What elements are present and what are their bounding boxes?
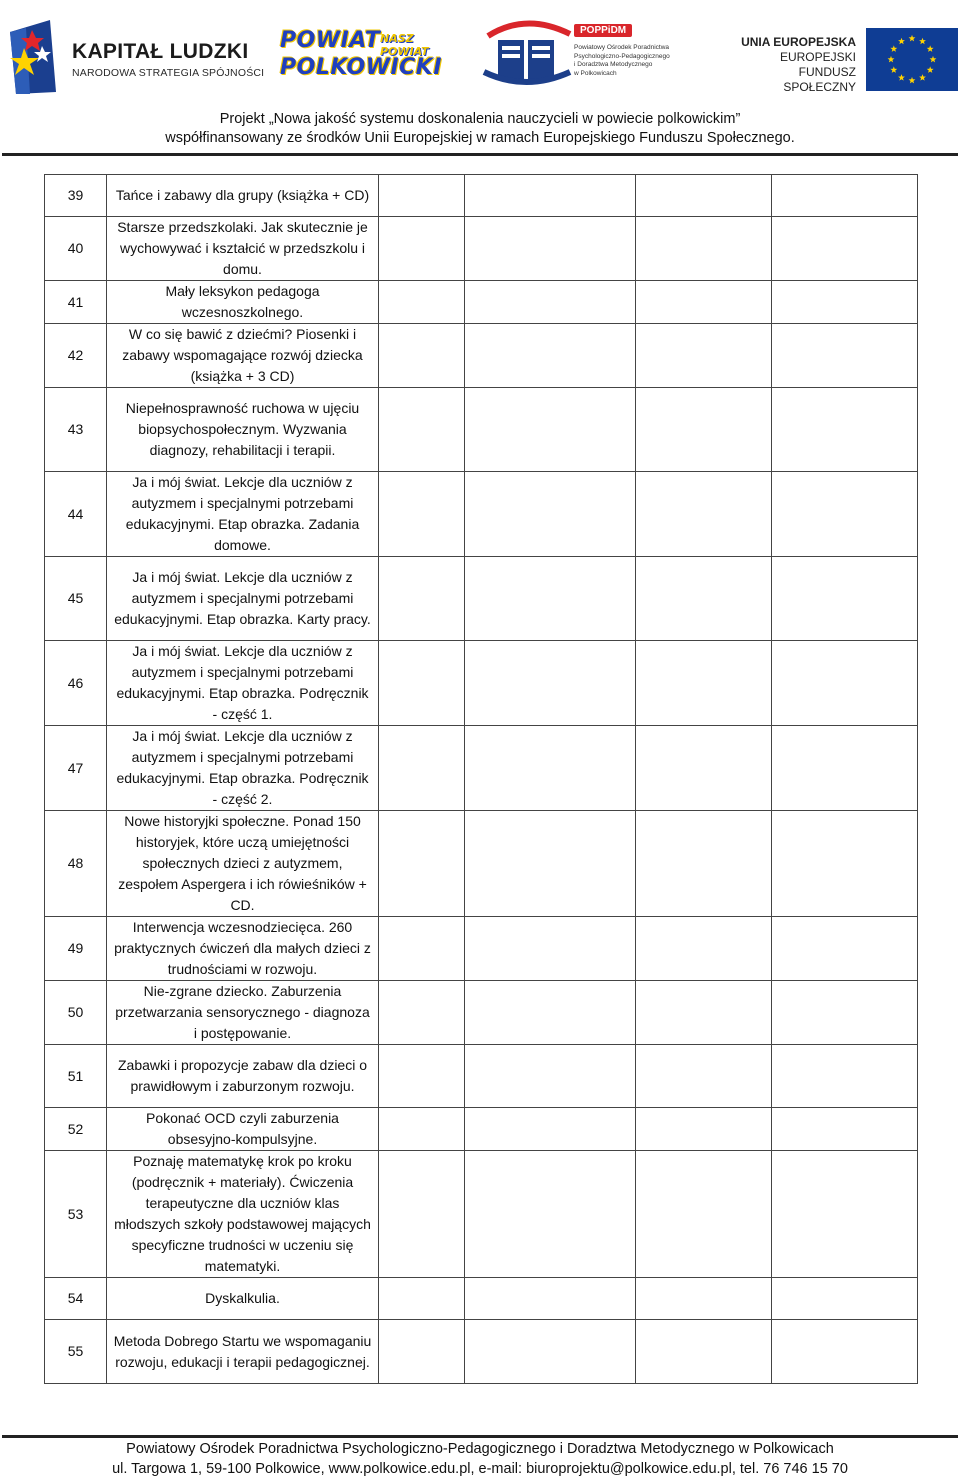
nasz-word: NASZ bbox=[380, 32, 414, 45]
row-number: 52 bbox=[45, 1108, 107, 1151]
empty-cell bbox=[465, 217, 636, 281]
row-title-cell bbox=[107, 1151, 379, 1278]
row-number: 53 bbox=[45, 1151, 107, 1278]
powiat-word: POWIAT bbox=[280, 28, 381, 53]
eu-star-icon bbox=[898, 74, 905, 81]
row-title: Nowe historyjki społeczne. Ponad 150 historyjek, które uczą umiejętności społecznych dzieci z autyzmem, zespołem Aspergera i ich rówieśników + CD. bbox=[118, 813, 367, 913]
row-title: Metoda Dobrego Startu we wspomaganiu rozwoju, edukacji i terapii pedagogicznej. bbox=[113, 1332, 372, 1370]
poppp-line: i Doradztwa Metodycznego bbox=[574, 61, 653, 69]
table-row bbox=[45, 1320, 918, 1384]
eu-star-icon bbox=[930, 56, 937, 63]
empty-cell bbox=[379, 726, 465, 811]
empty-cell bbox=[465, 1278, 636, 1320]
row-number: 47 bbox=[45, 726, 107, 811]
project-line: Projekt „Nowa jakość systemu doskonalenia nauczycieli w powiecie polkowickim” bbox=[219, 111, 741, 127]
empty-cell bbox=[465, 557, 636, 641]
empty-cell bbox=[772, 175, 918, 217]
empty-cell bbox=[465, 641, 636, 726]
empty-cell bbox=[379, 811, 465, 917]
row-number: 46 bbox=[45, 641, 107, 726]
empty-cell bbox=[636, 726, 772, 811]
empty-cell bbox=[772, 324, 918, 388]
table-row bbox=[45, 811, 918, 917]
row-title-cell bbox=[107, 324, 379, 388]
empty-cell bbox=[772, 472, 918, 557]
footer-divider bbox=[2, 1435, 958, 1438]
empty-cell bbox=[636, 1045, 772, 1108]
table-row bbox=[45, 217, 918, 281]
row-title-cell bbox=[107, 641, 379, 726]
empty-cell bbox=[379, 175, 465, 217]
header-logos bbox=[0, 0, 960, 100]
row-title-cell bbox=[107, 1320, 379, 1384]
row-number: 44 bbox=[45, 472, 107, 557]
empty-cell bbox=[465, 281, 636, 324]
table-row bbox=[45, 388, 918, 472]
row-number: 49 bbox=[45, 917, 107, 981]
row-title-cell bbox=[107, 388, 379, 472]
polkowicki-word: POLKOWICKI bbox=[280, 55, 443, 80]
table-row bbox=[45, 557, 918, 641]
kapital-ludzki-emblem-icon bbox=[6, 18, 62, 96]
books-table-body bbox=[45, 175, 918, 1384]
empty-cell bbox=[772, 557, 918, 641]
row-title-cell bbox=[107, 175, 379, 217]
empty-cell bbox=[379, 388, 465, 472]
empty-cell bbox=[772, 1278, 918, 1320]
eu-star-icon bbox=[890, 45, 897, 52]
row-title: Niepełnosprawność ruchowa w ujęciu biopsychospołecznym. Wyzwania diagnozy, rehabilitacji i terapii. bbox=[125, 400, 360, 458]
empty-cell bbox=[465, 1151, 636, 1278]
table-row bbox=[45, 1151, 918, 1278]
project-line: współfinansowany ze środków Unii Europejskiej w ramach Europejskiego Funduszu Społecznego. bbox=[165, 130, 795, 146]
empty-cell bbox=[636, 981, 772, 1045]
empty-cell bbox=[636, 557, 772, 641]
empty-cell bbox=[465, 1320, 636, 1384]
row-number: 51 bbox=[45, 1045, 107, 1108]
empty-cell bbox=[465, 981, 636, 1045]
empty-cell bbox=[772, 217, 918, 281]
empty-cell bbox=[772, 1108, 918, 1151]
kapital-ludzki-logo bbox=[6, 18, 266, 98]
empty-cell bbox=[379, 1108, 465, 1151]
project-caption bbox=[0, 110, 960, 148]
poppp-logo bbox=[478, 4, 678, 96]
poppp-name-badge: POPPiDM bbox=[574, 24, 632, 37]
empty-cell bbox=[636, 1108, 772, 1151]
eu-line: FUNDUSZ SPOŁECZNY bbox=[783, 65, 856, 94]
row-title-cell bbox=[107, 557, 379, 641]
row-title-cell bbox=[107, 472, 379, 557]
empty-cell bbox=[465, 324, 636, 388]
eu-text bbox=[726, 35, 856, 95]
empty-cell bbox=[379, 281, 465, 324]
empty-cell bbox=[636, 811, 772, 917]
books-table bbox=[44, 174, 918, 1384]
row-number: 50 bbox=[45, 981, 107, 1045]
empty-cell bbox=[636, 175, 772, 217]
eu-line: UNIA EUROPEJSKA bbox=[741, 35, 856, 49]
empty-cell bbox=[772, 1151, 918, 1278]
empty-cell bbox=[379, 1045, 465, 1108]
empty-cell bbox=[636, 388, 772, 472]
eu-stars-icon bbox=[866, 28, 958, 91]
empty-cell bbox=[379, 917, 465, 981]
empty-cell bbox=[379, 1320, 465, 1384]
empty-cell bbox=[379, 1151, 465, 1278]
row-title-cell bbox=[107, 1108, 379, 1151]
row-number: 55 bbox=[45, 1320, 107, 1384]
row-title: Zabawki i propozycje zabaw dla dzieci o prawidłowym i zaburzonym rozwoju. bbox=[117, 1057, 367, 1094]
poppp-line: Psychologiczno-Pedagogicznego bbox=[574, 52, 670, 60]
empty-cell bbox=[379, 472, 465, 557]
row-title: Ja i mój świat. Lekcje dla uczniów z autyzmem i specjalnymi potrzebami edukacyjnymi. Etap obrazka. Karty pracy. bbox=[114, 569, 371, 627]
row-title-cell bbox=[107, 811, 379, 917]
empty-cell bbox=[465, 917, 636, 981]
eu-logo bbox=[726, 26, 960, 96]
empty-cell bbox=[636, 641, 772, 726]
eu-star-icon bbox=[927, 45, 934, 52]
row-title: Mały leksykon pedagoga wczesnoszkolnego. bbox=[165, 283, 320, 320]
empty-cell bbox=[636, 324, 772, 388]
empty-cell bbox=[465, 1045, 636, 1108]
eu-star-icon bbox=[919, 38, 926, 45]
empty-cell bbox=[636, 472, 772, 557]
table-row bbox=[45, 1045, 918, 1108]
row-title: Interwencja wczesnodziecięca. 260 praktycznych ćwiczeń dla małych dzieci z trudnościami w rozwoju. bbox=[114, 919, 371, 977]
empty-cell bbox=[465, 472, 636, 557]
empty-cell bbox=[772, 917, 918, 981]
table-row bbox=[45, 917, 918, 981]
eu-star-icon bbox=[890, 66, 897, 73]
eu-star-icon bbox=[888, 56, 895, 63]
row-number: 39 bbox=[45, 175, 107, 217]
nasz-powiat-word: POWIAT bbox=[380, 45, 429, 58]
row-number: 54 bbox=[45, 1278, 107, 1320]
powiat-polkowicki-logo bbox=[280, 28, 443, 88]
row-title: Ja i mój świat. Lekcje dla uczniów z autyzmem i specjalnymi potrzebami edukacyjnymi. Etap obrazka. Podręcznik - część 1. bbox=[116, 643, 369, 722]
row-title-cell bbox=[107, 981, 379, 1045]
empty-cell bbox=[772, 281, 918, 324]
empty-cell bbox=[465, 726, 636, 811]
kapital-ludzki-title: KAPITAŁ LUDZKI bbox=[72, 40, 249, 63]
row-title-cell bbox=[107, 217, 379, 281]
footer bbox=[0, 1439, 960, 1479]
kapital-ludzki-subtitle: NARODOWA STRATEGIA SPÓJNOŚCI bbox=[72, 67, 265, 79]
poppp-description bbox=[574, 44, 670, 78]
eu-star-icon bbox=[898, 38, 905, 45]
table-row bbox=[45, 281, 918, 324]
table-row bbox=[45, 1278, 918, 1320]
row-title-cell bbox=[107, 726, 379, 811]
row-title: Tańce i zabawy dla grupy (książka + CD) bbox=[115, 187, 370, 203]
row-number: 42 bbox=[45, 324, 107, 388]
eu-flag bbox=[866, 28, 958, 91]
row-title: W co się bawić z dziećmi? Piosenki i zabawy wspomagające rozwój dziecka (książka + 3 CD) bbox=[122, 326, 363, 384]
empty-cell bbox=[772, 1045, 918, 1108]
row-number: 40 bbox=[45, 217, 107, 281]
table-row bbox=[45, 175, 918, 217]
header-divider bbox=[2, 153, 958, 156]
footer-line: ul. Targowa 1, 59-100 Polkowice, www.polkowice.edu.pl, e-mail: biuroprojektu@polkowice.edu.pl, tel. 76 746 15 70 bbox=[112, 1461, 848, 1477]
eu-line: EUROPEJSKI bbox=[779, 50, 856, 64]
empty-cell bbox=[636, 1151, 772, 1278]
poppp-line: w Polkowicach bbox=[574, 69, 617, 77]
row-title-cell bbox=[107, 281, 379, 324]
empty-cell bbox=[465, 175, 636, 217]
footer-line: Powiatowy Ośrodek Poradnictwa Psychologiczno-Pedagogicznego i Doradztwa Metodycznego w Polkowicach bbox=[126, 1441, 834, 1457]
empty-cell bbox=[636, 281, 772, 324]
table-row bbox=[45, 981, 918, 1045]
row-title-cell bbox=[107, 1045, 379, 1108]
table-row bbox=[45, 726, 918, 811]
row-title-cell bbox=[107, 917, 379, 981]
empty-cell bbox=[772, 981, 918, 1045]
row-number: 41 bbox=[45, 281, 107, 324]
eu-star-icon bbox=[919, 74, 926, 81]
empty-cell bbox=[772, 726, 918, 811]
empty-cell bbox=[379, 324, 465, 388]
row-title: Pokonać OCD czyli zaburzenia obsesyjno-kompulsyjne. bbox=[146, 1110, 339, 1147]
table-row bbox=[45, 472, 918, 557]
empty-cell bbox=[379, 641, 465, 726]
row-number: 43 bbox=[45, 388, 107, 472]
empty-cell bbox=[772, 388, 918, 472]
table-row bbox=[45, 641, 918, 726]
open-book-icon bbox=[478, 6, 574, 94]
empty-cell bbox=[636, 1278, 772, 1320]
eu-star-icon bbox=[927, 66, 934, 73]
empty-cell bbox=[465, 388, 636, 472]
row-title: Ja i mój świat. Lekcje dla uczniów z autyzmem i specjalnymi potrzebami edukacyjnymi. Etap obrazka. Zadania domowe. bbox=[125, 474, 360, 553]
row-title-cell bbox=[107, 1278, 379, 1320]
table-row bbox=[45, 324, 918, 388]
row-title: Ja i mój świat. Lekcje dla uczniów z autyzmem i specjalnymi potrzebami edukacyjnymi. Etap obrazka. Podręcznik - część 2. bbox=[116, 728, 369, 807]
row-title: Nie-zgrane dziecko. Zaburzenia przetwarzania sensorycznego - diagnoza i postępowanie. bbox=[115, 983, 370, 1041]
empty-cell bbox=[379, 217, 465, 281]
eu-star-icon bbox=[909, 77, 916, 84]
empty-cell bbox=[772, 641, 918, 726]
row-title: Dyskalkulia. bbox=[205, 1290, 280, 1306]
table-row bbox=[45, 1108, 918, 1151]
empty-cell bbox=[379, 981, 465, 1045]
empty-cell bbox=[465, 1108, 636, 1151]
empty-cell bbox=[772, 811, 918, 917]
empty-cell bbox=[636, 917, 772, 981]
eu-star-icon bbox=[909, 35, 916, 42]
row-number: 48 bbox=[45, 811, 107, 917]
empty-cell bbox=[379, 557, 465, 641]
empty-cell bbox=[772, 1320, 918, 1384]
row-title: Starsze przedszkolaki. Jak skutecznie je wychowywać i kształcić w przedszkolu i domu. bbox=[117, 219, 368, 277]
empty-cell bbox=[636, 217, 772, 281]
row-title: Poznaję matematykę krok po kroku (podręcznik + materiały). Ćwiczenia terapeutyczne dla uczniów klas młodszych szkoły podstawowej mających specyficzne trudności w uczeniu się matematyki. bbox=[114, 1153, 371, 1274]
empty-cell bbox=[379, 1278, 465, 1320]
row-number: 45 bbox=[45, 557, 107, 641]
poppp-line: Powiatowy Ośrodek Poradnictwa bbox=[574, 44, 670, 51]
empty-cell bbox=[636, 1320, 772, 1384]
empty-cell bbox=[465, 811, 636, 917]
